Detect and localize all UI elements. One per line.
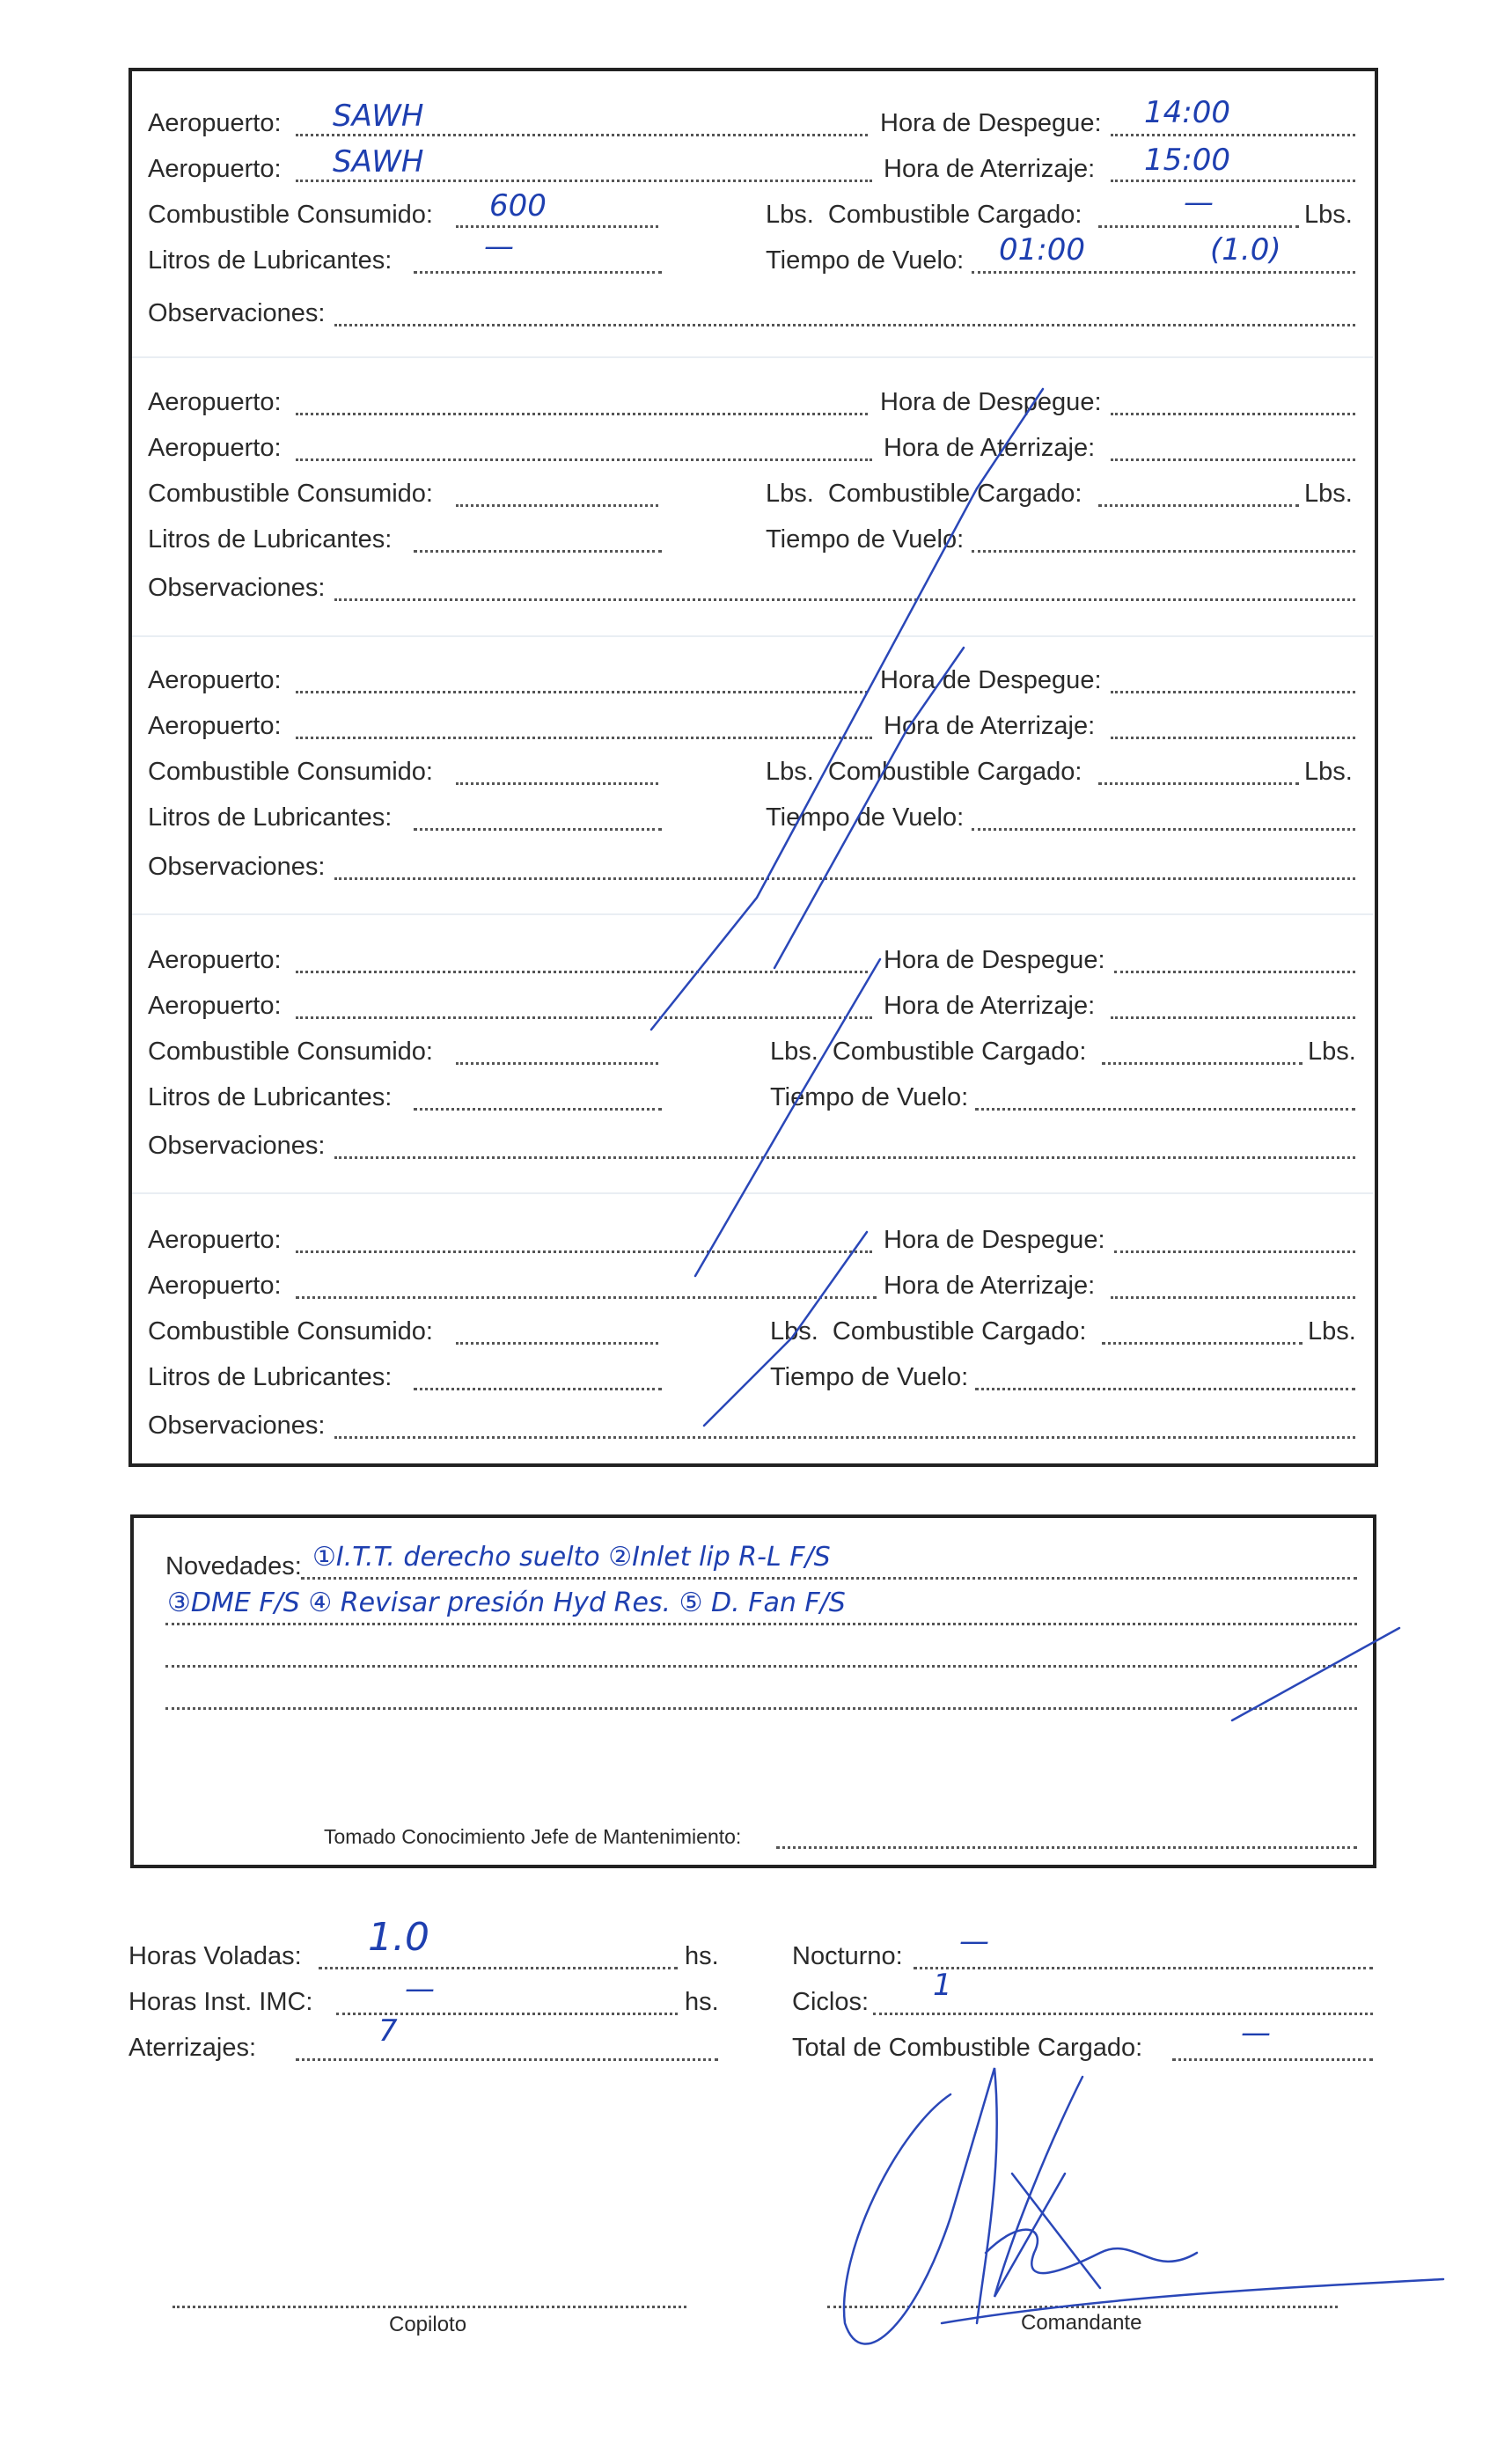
lbs-prefix: Lbs. <box>766 480 814 508</box>
tiempo-vuelo-label: Tiempo de Vuelo: <box>770 1363 969 1391</box>
hora-aterrizaje-label: Hora de Aterrizaje: <box>884 155 1096 183</box>
combustible-cargado-label: Combustible Cargado: <box>827 480 1082 508</box>
litros-lubricantes-label: Litros de Lubricantes: <box>148 1363 393 1391</box>
aeropuerto-salida-value: SAWH <box>333 99 424 134</box>
copiloto-label: Copiloto <box>389 2313 467 2336</box>
comandante-signature <box>942 2279 1443 2323</box>
aeropuerto-label: Aeropuerto: <box>148 434 282 462</box>
hora-despegue-label: Hora de Despegue: <box>884 1226 1105 1254</box>
combustible-consumido-label: Combustible Consumido: <box>148 480 433 508</box>
tiempo-vuelo-label: Tiempo de Vuelo: <box>766 525 965 554</box>
combustible-consumido-label: Combustible Consumido: <box>148 1317 433 1346</box>
novedades-line-1: ①I.T.T. derecho suelto ②Inlet lip R-L F/S <box>312 1542 831 1573</box>
tomado-conocimiento-label: Tomado Conocimiento Jefe de Mantenimiento: <box>324 1825 742 1848</box>
combustible-cargado-label: Combustible Cargado: <box>827 201 1082 229</box>
lbs-prefix: Lbs. <box>766 758 814 786</box>
horas-inst-imc-value: — <box>405 1971 435 2006</box>
observaciones-label: Observaciones: <box>148 574 326 602</box>
litros-lubricantes-label: Litros de Lubricantes: <box>148 525 393 554</box>
nocturno-value: — <box>959 1924 989 1959</box>
cancel-line <box>774 648 964 968</box>
litros-lubricantes-label: Litros de Lubricantes: <box>148 1083 393 1111</box>
horas-inst-imc-label: Horas Inst. IMC: <box>128 1988 313 2016</box>
observaciones-label: Observaciones: <box>148 1132 326 1160</box>
hora-aterrizaje-value: 15:00 <box>1144 143 1230 178</box>
aeropuerto-label: Aeropuerto: <box>148 992 282 1020</box>
hora-aterrizaje-label: Hora de Aterrizaje: <box>884 434 1096 462</box>
hora-despegue-label: Hora de Despegue: <box>880 109 1102 137</box>
litros-lubricantes-label: Litros de Lubricantes: <box>148 246 393 275</box>
hora-despegue-label: Hora de Despegue: <box>884 946 1105 974</box>
lbs-suffix: Lbs. <box>1304 201 1353 229</box>
comandante-label: Comandante <box>1021 2311 1142 2335</box>
combustible-consumido-label: Combustible Consumido: <box>148 201 433 229</box>
hora-aterrizaje-label: Hora de Aterrizaje: <box>884 992 1096 1020</box>
lbs-prefix: Lbs. <box>770 1038 818 1066</box>
aeropuerto-label: Aeropuerto: <box>148 388 282 416</box>
litros-lubricantes-value: — <box>484 229 514 264</box>
cancel-line <box>651 389 1043 1030</box>
hs-unit: hs. <box>685 1988 719 2016</box>
lbs-prefix: Lbs. <box>770 1317 818 1346</box>
aterrizajes-label: Aterrizajes: <box>128 2034 257 2062</box>
comandante-signature <box>994 2077 1082 2297</box>
aeropuerto-label: Aeropuerto: <box>148 1272 282 1300</box>
combustible-consumido-label: Combustible Consumido: <box>148 758 433 786</box>
tiempo-vuelo-label: Tiempo de Vuelo: <box>766 803 965 832</box>
observaciones-label: Observaciones: <box>148 853 326 881</box>
tiempo-vuelo-label: Tiempo de Vuelo: <box>766 246 965 275</box>
aeropuerto-label: Aeropuerto: <box>148 666 282 694</box>
lbs-suffix: Lbs. <box>1308 1317 1356 1346</box>
cancel-line <box>704 1232 867 1426</box>
horas-voladas-value: 1.0 <box>368 1915 429 1960</box>
novedades-line-2: ③DME F/S ④ Revisar presión Hyd Res. ⑤ D. Fan F/S <box>167 1588 846 1618</box>
litros-lubricantes-label: Litros de Lubricantes: <box>148 803 393 832</box>
combustible-cargado-value: — <box>1184 185 1214 220</box>
novedades-label: Novedades: <box>165 1552 302 1580</box>
combustible-cargado-label: Combustible Cargado: <box>832 1317 1087 1346</box>
observaciones-label: Observaciones: <box>148 299 326 327</box>
lbs-suffix: Lbs. <box>1304 758 1353 786</box>
hora-aterrizaje-label: Hora de Aterrizaje: <box>884 712 1096 740</box>
tiempo-vuelo-label: Tiempo de Vuelo: <box>770 1083 969 1111</box>
lbs-suffix: Lbs. <box>1304 480 1353 508</box>
aeropuerto-label: Aeropuerto: <box>148 109 282 137</box>
hora-despegue-value: 14:00 <box>1144 95 1230 130</box>
aterrizajes-value: 7 <box>378 2013 398 2049</box>
lbs-prefix: Lbs. <box>766 201 814 229</box>
aeropuerto-label: Aeropuerto: <box>148 155 282 183</box>
cancel-line <box>1232 1628 1399 1720</box>
hora-despegue-label: Hora de Despegue: <box>880 666 1102 694</box>
comandante-signature <box>986 2230 1197 2273</box>
total-combustible-value: — <box>1241 2015 1271 2050</box>
aeropuerto-label: Aeropuerto: <box>148 946 282 974</box>
aeropuerto-label: Aeropuerto: <box>148 712 282 740</box>
comandante-signature <box>844 2068 997 2344</box>
ciclos-value: 1 <box>933 1968 952 2003</box>
total-combustible-label: Total de Combustible Cargado: <box>792 2034 1143 2062</box>
cancel-line <box>695 959 880 1276</box>
observaciones-label: Observaciones: <box>148 1412 326 1440</box>
combustible-consumido-value: 600 <box>489 188 547 224</box>
combustible-consumido-label: Combustible Consumido: <box>148 1038 433 1066</box>
hora-aterrizaje-label: Hora de Aterrizaje: <box>884 1272 1096 1300</box>
combustible-cargado-label: Combustible Cargado: <box>827 758 1082 786</box>
combustible-cargado-label: Combustible Cargado: <box>832 1038 1087 1066</box>
hs-unit: hs. <box>685 1942 719 1970</box>
nocturno-label: Nocturno: <box>792 1942 903 1970</box>
aeropuerto-label: Aeropuerto: <box>148 1226 282 1254</box>
tiempo-vuelo-decimal-value: (1.0) <box>1210 232 1281 268</box>
hora-despegue-label: Hora de Despegue: <box>880 388 1102 416</box>
horas-voladas-label: Horas Voladas: <box>128 1942 302 1970</box>
aeropuerto-llegada-value: SAWH <box>333 144 424 180</box>
tiempo-vuelo-value: 01:00 <box>999 232 1085 268</box>
ciclos-label: Ciclos: <box>792 1988 870 2016</box>
lbs-suffix: Lbs. <box>1308 1038 1356 1066</box>
